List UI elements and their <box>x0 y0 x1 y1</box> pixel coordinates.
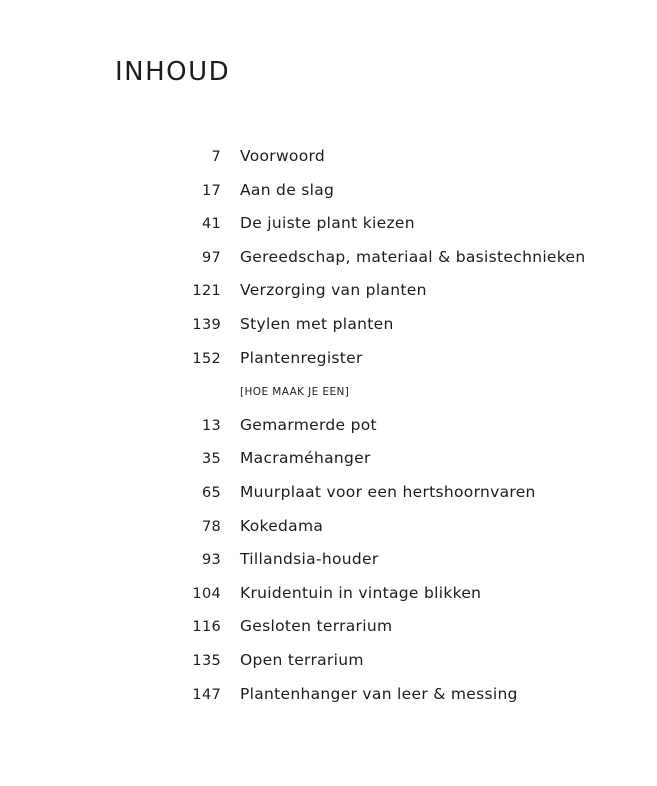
page-title: INHOUD <box>115 57 231 87</box>
toc-entry-open-terrarium[interactable] <box>0 644 657 678</box>
table-of-contents <box>0 140 657 711</box>
entry-title: Macraméhanger <box>240 449 371 468</box>
page-number: 35 <box>201 451 221 468</box>
page-number: 147 <box>192 686 221 703</box>
page-number: 135 <box>192 652 221 669</box>
entry-title: Aan de slag <box>240 180 335 199</box>
page-number: 78 <box>201 518 221 535</box>
entry-title: Plantenregister <box>240 348 363 367</box>
page-number: 65 <box>201 484 221 501</box>
toc-entry-tillandsia[interactable] <box>0 543 657 577</box>
toc-entry-gesloten-terrarium[interactable] <box>0 610 657 644</box>
toc-entry-kokedama[interactable] <box>0 510 657 544</box>
toc-entry-gemarmerde-pot[interactable] <box>0 409 657 443</box>
toc-entry-plantenregister[interactable] <box>0 342 657 376</box>
entry-title: Gereedschap, materiaal & basistechnieken <box>240 247 586 266</box>
entry-title: Kokedama <box>240 516 324 535</box>
page-number: 13 <box>201 417 221 434</box>
entry-title: Tillandsia-houder <box>240 550 379 569</box>
entry-title: Gemarmerde pot <box>240 415 377 434</box>
entry-title: Open terrarium <box>240 650 364 669</box>
page-number: 121 <box>192 283 221 300</box>
page-number: 152 <box>192 350 221 367</box>
entry-title: Verzorging van planten <box>240 281 427 300</box>
projects-section-heading: [HOE MAAK JE EEN] <box>240 386 350 399</box>
page-number: 17 <box>201 182 221 199</box>
entry-title: Kruidentuin in vintage blikken <box>240 583 482 602</box>
page-number: 7 <box>211 149 221 165</box>
toc-entry-muurplaat[interactable] <box>0 476 657 510</box>
entry-title: Plantenhanger van leer & messing <box>240 684 518 703</box>
toc-entry-macramehanger[interactable] <box>0 442 657 476</box>
page-number: 139 <box>192 316 221 333</box>
entry-title: Gesloten terrarium <box>240 617 393 636</box>
toc-entry-verzorging[interactable] <box>0 274 657 308</box>
page-number: 116 <box>192 619 221 636</box>
page-number: 93 <box>201 552 221 569</box>
section-heading-row <box>0 375 657 409</box>
toc-entry-plantenhanger[interactable] <box>0 678 657 712</box>
page-number: 41 <box>201 216 221 233</box>
entry-title: Voorwoord <box>240 147 326 165</box>
entry-title: Muurplaat voor een hertshoornvaren <box>240 482 536 501</box>
toc-entry-juiste-plant[interactable] <box>0 207 657 241</box>
toc-entry-voorwoord[interactable] <box>0 140 657 174</box>
toc-entry-kruidentuin[interactable] <box>0 577 657 611</box>
page-number: 97 <box>201 249 221 266</box>
page-number: 104 <box>192 585 221 602</box>
entry-title: De juiste plant kiezen <box>240 214 415 233</box>
toc-entry-stylen[interactable] <box>0 308 657 342</box>
toc-entry-gereedschap[interactable] <box>0 241 657 275</box>
toc-entry-aan-de-slag[interactable] <box>0 174 657 208</box>
entry-title: Stylen met planten <box>240 314 394 333</box>
